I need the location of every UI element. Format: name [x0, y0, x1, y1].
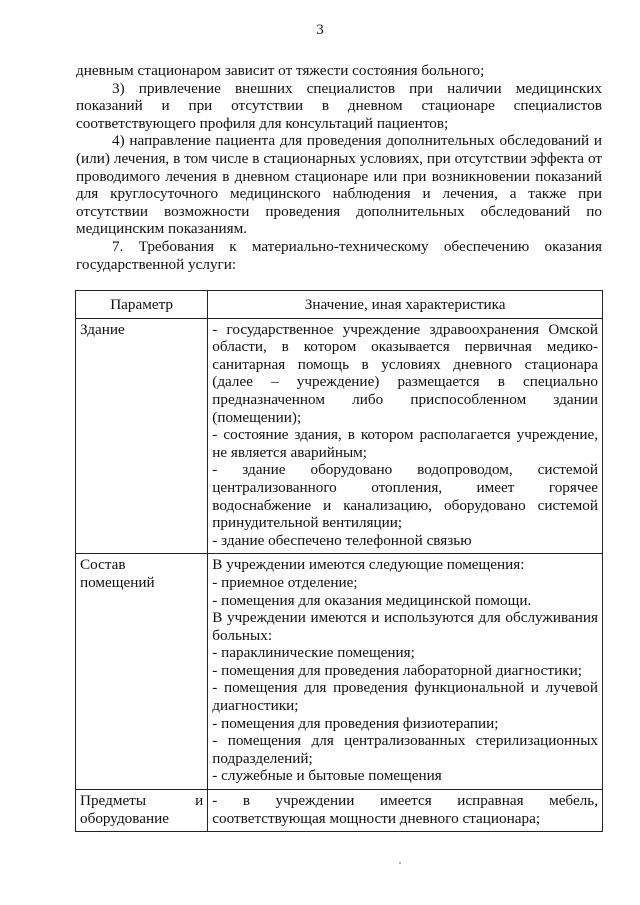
paragraph-section-7: 7. Требования к материально-техническому обеспечению оказания государственной услуги: [76, 237, 602, 273]
value-line: - в учреждении имеется исправная мебель, соответствующая мощности дневного стационара; [212, 792, 598, 827]
table-row-building [76, 318, 603, 554]
value-line: - помещения для оказания медицинской помощи. [212, 591, 532, 609]
param-rooms: Состав помещений [76, 554, 208, 790]
table-header-row [76, 291, 603, 319]
header-value: Значение, иная характеристика [208, 291, 603, 319]
paragraph-item-3: 3) привлечение внешних специалистов при наличии медицинских показаний и при отсутствии в дневном стационаре специалистов соответствующего профиля для консультаций пациентов; [76, 79, 602, 132]
value-equipment [208, 790, 603, 832]
value-line: - помещения для проведения физиотерапии; [212, 714, 499, 732]
value-line: В учреждении имеются и используются для обслуживания больных: [212, 609, 598, 644]
scan-speck [399, 862, 401, 864]
value-line: - параклинические помещения; [212, 644, 415, 662]
value-line: - помещения для централизованных стерилизационных подразделений; [212, 732, 598, 767]
value-line: - здание обеспечено телефонной связью [212, 531, 472, 549]
paragraph-item-4: 4) направление пациента для проведения дополнительных обследований и (или) лечения, в том числе в стационарных условиях, при отсутствии эффекта от проводимого лечения в дневном стационаре или при возникновении показаний для круглосуточного медицинского наблюдения и лечения, а также при отсутствии возможности проведения дополнительных обследований по медицинским показаниям. [76, 132, 602, 238]
header-parameter: Параметр [76, 291, 208, 319]
value-line: - государственное учреждение здравоохранения Омской области, в котором оказывается первичная медико-санитарная помощь в условиях дневного стационара (далее – учреждение) размещается в специально предназначенном либо приспособленном здании (помещении); [212, 320, 598, 426]
value-line: - помещения для проведения функциональной и лучевой диагностики; [212, 679, 598, 715]
value-line: - здание оборудовано водопроводом, системой централизованного отопления, имеет горячее водоснабжение и канализацию, оборудовано системой принудительной вентиляции; [212, 461, 598, 532]
body-text [76, 62, 602, 273]
value-building [208, 318, 603, 554]
value-line: В учреждении имеются следующие помещения: [212, 556, 525, 574]
table-row-equipment [76, 790, 603, 832]
value-line: - служебные и бытовые помещения [212, 767, 442, 785]
param-building: Здание [76, 318, 208, 554]
value-line: - помещения для проведения лабораторной диагностики; [212, 661, 582, 679]
paragraph-continuation: дневным стационаром зависит от тяжести состояния больного; [76, 62, 485, 79]
value-rooms [208, 554, 603, 790]
page-number: 3 [316, 22, 324, 38]
table-row-rooms [76, 554, 603, 790]
value-line: - приемное отделение; [212, 573, 358, 591]
value-line: - состояние здания, в котором располагается учреждение, не является аварийным; [212, 426, 598, 461]
param-equipment: Предметы и оборудование [76, 790, 208, 832]
requirements-table [75, 290, 603, 832]
